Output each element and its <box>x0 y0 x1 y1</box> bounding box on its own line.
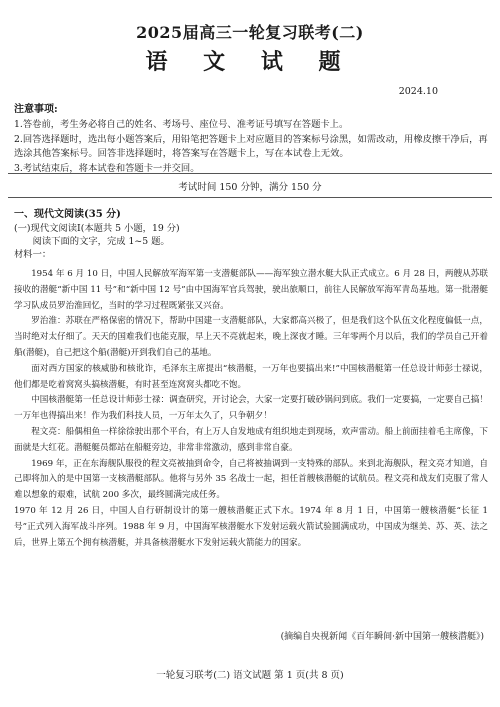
note-item: 2.回答选择题时，选出每小题答案后，用铅笔把答题卡上对应题目的答案标号涂黑，如需改动，用橡皮擦干净后，再选涂其他答案标号。回答非选择题时，将答案写在答题卡上，写在本试卷上无效。 <box>14 133 488 159</box>
paragraph: 1954 年 6 月 10 日，中国人民解放军海军第一支潜艇部队——海军独立潜水艇大队正式成立。6 月 28 日，两艘从苏联接收的潜艇“新中国 11 号”和“新中国 12 号”由中国海军官兵驾驶，驶出旅顺口，前往人民解放军海军青岛基地。第一批潜艇学习队成员罗治淮回忆，当时的学习过程既紧张又兴奋。 <box>14 269 488 311</box>
paragraph: 中国核潜艇第一任总设计师彭士禄：调查研究，开讨论会，大家一定要打破砂锅问到底。我们一定要搞，一定要自己搞！一万年也得搞出来！作为我们科技人员，一万年太久了，只争朝夕！ <box>14 395 488 422</box>
section-intro <box>14 222 488 261</box>
paragraph: 面对西方国家的核威胁和核讹诈，毛泽东主席提出“核潜艇，一万年也要搞出来!”中国核潜艇第一任总设计师彭士禄说，他们都是吃着窝窝头搞核潜艇，有时甚至连窝窝头都吃不饱。 <box>14 363 488 390</box>
passage <box>14 267 488 551</box>
paragraph: 1969 年，正在东海舰队服役的程文亮被抽到命令，自己将被抽调到一支特殊的部队。来到北海舰队，程文亮才知道，自己即将加入的是中国第一支核潜艇部队。他将与另外 35 名战士一起，担任首艘核潜艇的试航员。程文亮和战友们克服了常人难以想象的艰难，试航 200 多次，最终圆满完成任务。 <box>14 458 488 501</box>
notes-title: 注意事项: <box>14 104 58 115</box>
speaker: 罗治淮： <box>31 316 66 327</box>
divider-top <box>8 173 492 174</box>
note-item: 1.答卷前，考生务必将自己的姓名、考场号、座位号、准考证号填写在答题卡上。 <box>14 119 349 130</box>
speaker: 程文亮： <box>31 426 66 437</box>
paragraph: 程文亮：船偶相鱼一样徐徐驶出那个平台，有上万人自发地成有组织地走到现场，欢声雷动。船上前面挂着毛主席像，下面就是大红花。潜艇艇员都站在船艇旁边，非常非常激动，感到非常自豪。 <box>14 426 488 453</box>
paragraph: 1970 年 12 月 26 日，中国人自行研制设计的第一艘核潜艇正式下水。1974 年 8 月 1 日，中国第一艘核潜艇“长征 1 号”正式列入海军战斗序列。1988 年 9 月，中国海军核潜艇水下发射运载火箭试验圆满成功，中国成为继美、苏、英、法之后，世界上第五个拥有核潜艇，并具备核潜艇水下发射运载火箭能力的国家。 <box>14 505 488 548</box>
note-item: 3.考试结束后，将本试卷和答题卡一并交回。 <box>14 162 200 174</box>
sub-section-title: (一)现代文阅读Ⅰ(本题共 5 小题，19 分) <box>14 223 180 234</box>
instruction: 阅读下面的文字，完成 1~5 题。 <box>32 236 170 247</box>
exam-info: 考试时间 150 分钟，满分 150 分 <box>178 182 322 193</box>
material-label: 材料一： <box>14 249 52 260</box>
notes-list <box>14 118 488 176</box>
paragraph: 罗治淮：苏联在严格保密的情况下，帮助中国建一支潜艇部队，大家都高兴极了，但是我们这个队伍文化程度偏低一点，当时绝对太仔细了。天天的国难我们也能克服，早上天不亮就起来，晚上深夜才睡。三年零两个月以后，我们的学员自己开着船(潜艇)，自己把这个船(潜艇)开到我们自己的基地。 <box>14 316 488 358</box>
subject-title: 语 文 试 题 <box>145 49 355 75</box>
exam-date: 2024.10 <box>398 86 438 97</box>
source-citation: (摘编自央视新闻《百年瞬间·新中国第一艘核潜艇》) <box>280 632 484 642</box>
divider-bottom <box>8 197 492 198</box>
section-title: 一、现代文阅读(35 分) <box>14 209 121 220</box>
page-footer: 一轮复习联考(二) 语文试题 第 1 页(共 8 页) <box>156 670 344 681</box>
exam-title: 2025届高三一轮复习联考(二) <box>136 23 364 42</box>
